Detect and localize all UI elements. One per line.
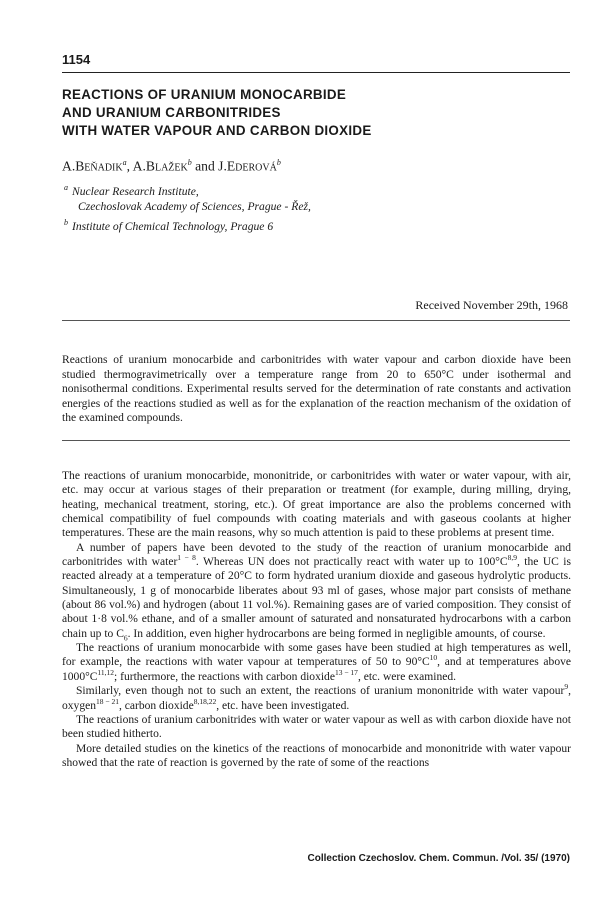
paragraph-5: The reactions of uranium carbonitrides with water or water vapour as well as with carbon dioxide have not been studied hitherto. [62, 713, 571, 741]
author-1-affil-mark: a [122, 158, 127, 167]
abstract-top-rule [62, 320, 570, 321]
paragraph-3: The reactions of uranium monocarbide with some gases have been studied at high temperatures as well, for example, the reactions with water vapour at temperatures of 50 to $90^\circ C^{10}$, and at temperatures above $1000^\circ C^{11,12}$; furthermore, the reactions with carbon dioxide$^{13 - 17}$, etc. were examined. [62, 642, 571, 683]
citation: 1 − 8 [177, 553, 196, 563]
author-list [62, 158, 281, 175]
author-3-affil-mark: b [276, 158, 281, 167]
citation: 8,18,22 [193, 696, 217, 706]
header-rule [62, 72, 570, 73]
affiliation-b-line-1: $^b$ Institute of Chemical Technology, Prague 6 [64, 217, 274, 233]
author-separator: , [126, 158, 133, 174]
body-text [62, 469, 571, 770]
author-and: and [191, 158, 219, 174]
received-date: Received November 29th, 1968 [415, 298, 568, 312]
affiliation-a-line-1: $^a$ Nuclear Research Institute, [64, 183, 199, 198]
title-line-2: AND URANIUM CARBONITRIDES [62, 105, 281, 120]
paragraph-4: Similarly, even though not to such an extent, the reactions of uranium mononitride with water vapour$^9$, oxygen$^{18 - 21}$, carbon dioxide$^{8,18,22}$, etc. have been investigated. [62, 682, 571, 712]
author-1-name: Beňadik [75, 158, 123, 174]
abstract: Reactions of uranium monocarbide and carbonitrides with water vapour and carbon dioxide have been studied thermogravimetrically over a temperature range from 20 to 650°C under isothermal and nonisothermal conditions. Experimental results served for the determination of rate constants and activation energies of the reactions studied as well as for the explanation of the reaction mechanism of the oxidation of the examined compounds. [62, 354, 571, 425]
title-line-1: REACTIONS OF URANIUM MONOCARBIDE [62, 87, 347, 102]
affiliation-a-mark: a [64, 183, 68, 192]
title-line-3: WITH WATER VAPOUR AND CARBON DIOXIDE [62, 123, 372, 138]
citation: 13 − 17 [334, 667, 358, 677]
paper-title [62, 86, 562, 140]
paragraph-1: The reactions of uranium monocarbide, mononitride, or carbonitrides with water or water vapour, with air, etc. may occur at various stages of their preparation or treatment (for example, during milling, drying, heating, mechanical treatment, storing, etc.). Of great importance are also the problems concerned with chemical compatibility of fuel compounds with coating materials and with gaseous coolants at higher temperatures. These are the main reasons, why so much attention is paid to these problems at present time. [62, 470, 571, 540]
citation: 9 [564, 682, 569, 692]
abstract-bottom-rule [62, 440, 570, 441]
author-2-affil-mark: b [187, 158, 192, 167]
affiliation-a-line-2: Czechoslovak Academy of Sciences, Prague - Řež, [78, 200, 311, 214]
citation: 11,12 [97, 667, 115, 677]
author-2-name: Blažek [145, 158, 188, 174]
citation: 8,9 [507, 553, 517, 563]
citation: 18 − 21 [96, 696, 119, 706]
citation: 10 [429, 653, 438, 663]
journal-footer: Collection Czechoslov. Chem. Commun. /Vol. 35/ (1970) [307, 853, 570, 864]
author-1-initial: A. [62, 158, 76, 174]
affiliation-b-mark: b [64, 217, 68, 227]
paragraph-6: More detailed studies on the kinetics of the reactions of monocarbide and mononitride with water vapour showed that the rate of reaction is governed by the rate of some of the reactions [62, 742, 571, 769]
author-2-initial: A. [132, 158, 146, 174]
author-3-initial: J. [218, 158, 227, 174]
paragraph-2: A number of papers have been devoted to the study of the reaction of uranium monocarbide and carbonitrides with water$^{1 - 8}$. Whereas UN does not practically react with water up to $100^\circ C^{8,9}$, the UC is reacted already at a temperature of 20°C to form hydrated uranium dioxide and gaseous hydrolytic products. Simultaneously, 1 g of monocarbide liberates about 93 ml of gases, whose major part consists of methane (about 86 vol.%) and hydrogen (about 11 vol.%). Remaining gases are of varied composition. They consist of about 1·8 vol.% ethane, and of a smaller amount of saturated and nonsaturated hydrocarbons with a carbon chain up to $C_6$. In addition, even higher hydrocarbons are being formed in negligible amounts, of course. [62, 541, 571, 643]
subscript: 6 [123, 633, 128, 643]
author-3-name: Ederová [226, 158, 277, 174]
affiliations [64, 180, 311, 234]
page-number: 1154 [62, 52, 91, 67]
